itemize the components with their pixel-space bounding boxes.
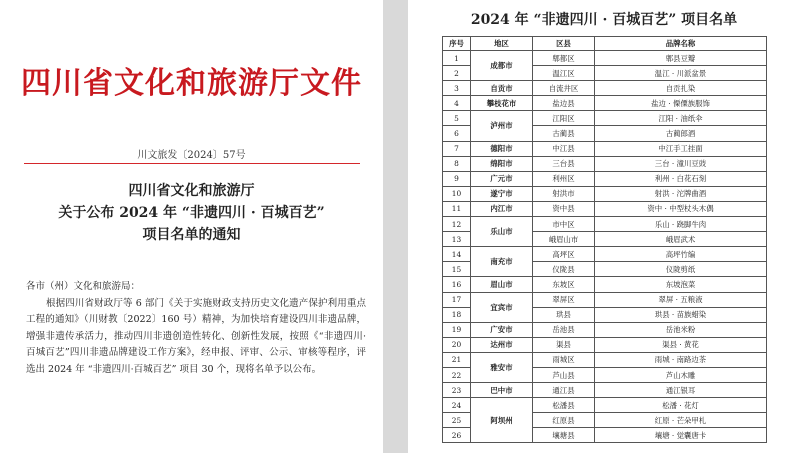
row-county: 资中县 <box>533 201 595 216</box>
row-county: 仪陇县 <box>533 262 595 277</box>
salutation: 各市（州）文化和旅游局： <box>26 281 141 292</box>
row-county: 市中区 <box>533 217 595 232</box>
row-county: 温江区 <box>533 66 595 81</box>
header-brand: 品牌名称 <box>595 37 767 51</box>
row-index: 11 <box>443 201 471 216</box>
document-header: 四川省文化和旅游厅文件 <box>21 66 362 101</box>
row-index: 15 <box>443 262 471 277</box>
row-area: 南充市 <box>471 247 533 277</box>
table-row <box>443 156 767 171</box>
row-county: 峨眉山市 <box>533 232 595 247</box>
row-area: 眉山市 <box>471 277 533 292</box>
row-county: 壤塘县 <box>533 428 595 443</box>
table-row <box>443 96 767 111</box>
row-county: 红原县 <box>533 413 595 428</box>
row-brand: 射洪 · 沱牌曲酒 <box>595 186 767 201</box>
row-index: 5 <box>443 111 471 126</box>
header-county: 区县 <box>533 37 595 51</box>
document-number: 川文旅发〔2024〕57号 <box>137 150 246 161</box>
row-county: 古蔺县 <box>533 126 595 141</box>
table-row <box>443 352 767 367</box>
header-area: 地区 <box>471 37 533 51</box>
table-row <box>443 201 767 216</box>
row-brand: 温江 · 川派盆景 <box>595 66 767 81</box>
row-county: 岳池县 <box>533 322 595 337</box>
row-county: 东坡区 <box>533 277 595 292</box>
row-brand: 峨眉武术 <box>595 232 767 247</box>
row-index: 10 <box>443 186 471 201</box>
row-county: 通江县 <box>533 383 595 398</box>
row-brand: 壤塘 · 觉囊唐卡 <box>595 428 767 443</box>
table-row <box>443 217 767 232</box>
table-title: 2024 年 “非遗四川 · 百城百艺” 项目名单 <box>470 12 738 28</box>
table-row <box>443 111 767 126</box>
row-brand: 中江手工挂面 <box>595 141 767 156</box>
row-county: 自流井区 <box>533 81 595 96</box>
notice-body: 根据四川省财政厅等 6 部门《关于实施财政支持历史文化遗产保护利用重点工程的通知》（川财教〔2022〕160 号）精神，为加快培育建设四川非遗品牌，增强非遗传承活力，推动四川非遗创造性转化、创新性发展，按照《“非遗四川·百城百艺”四川非遗品牌建设工作方案》，经申报、评审、公示、审核等程序，评选出 2024 年 “非遗四川·百城百艺” 项目 30 个，现将名单予以公布。 <box>26 298 366 375</box>
row-county: 芦山县 <box>533 367 595 382</box>
row-county: 松潘县 <box>533 398 595 413</box>
row-brand: 翠屏 · 五粮液 <box>595 292 767 307</box>
row-area: 巴中市 <box>471 383 533 398</box>
row-county: 中江县 <box>533 141 595 156</box>
row-area: 遂宁市 <box>471 186 533 201</box>
row-county: 雨城区 <box>533 352 595 367</box>
row-area: 德阳市 <box>471 141 533 156</box>
header-index: 序号 <box>443 37 471 51</box>
row-index: 26 <box>443 428 471 443</box>
row-index: 25 <box>443 413 471 428</box>
table-row <box>443 247 767 262</box>
row-area: 宜宾市 <box>471 292 533 322</box>
row-index: 17 <box>443 292 471 307</box>
row-index: 23 <box>443 383 471 398</box>
table-body <box>443 51 767 443</box>
row-brand: 芦山木雕 <box>595 367 767 382</box>
table-row <box>443 322 767 337</box>
row-index: 8 <box>443 156 471 171</box>
row-area: 成都市 <box>471 51 533 81</box>
table-header-row <box>443 37 767 51</box>
table-row <box>443 398 767 413</box>
row-brand: 盐边 · 傈僳族服饰 <box>595 96 767 111</box>
row-county: 射洪市 <box>533 186 595 201</box>
table-row <box>443 141 767 156</box>
project-list-page <box>408 0 800 453</box>
row-county: 珙县 <box>533 307 595 322</box>
row-index: 1 <box>443 51 471 66</box>
row-index: 3 <box>443 81 471 96</box>
row-county: 高坪区 <box>533 247 595 262</box>
row-index: 7 <box>443 141 471 156</box>
table-row <box>443 277 767 292</box>
title-line-2: 关于公布 2024 年 “非遗四川 · 百城百艺” <box>58 205 325 221</box>
row-brand: 雨城 · 南路边茶 <box>595 352 767 367</box>
table-row <box>443 186 767 201</box>
row-county: 利州区 <box>533 171 595 186</box>
table-row <box>443 383 767 398</box>
row-county: 三台县 <box>533 156 595 171</box>
row-brand: 利州 · 白花石刻 <box>595 171 767 186</box>
row-index: 4 <box>443 96 471 111</box>
row-index: 24 <box>443 398 471 413</box>
row-county: 翠屏区 <box>533 292 595 307</box>
row-brand: 乐山 · 跷脚牛肉 <box>595 217 767 232</box>
row-index: 21 <box>443 352 471 367</box>
row-county: 盐边县 <box>533 96 595 111</box>
table-row <box>443 81 767 96</box>
row-brand: 东坡泡菜 <box>595 277 767 292</box>
row-index: 18 <box>443 307 471 322</box>
row-brand: 松潘 · 花灯 <box>595 398 767 413</box>
row-county: 郫都区 <box>533 51 595 66</box>
row-area: 攀枝花市 <box>471 96 533 111</box>
row-area: 绵阳市 <box>471 156 533 171</box>
row-county: 渠县 <box>533 337 595 352</box>
row-brand: 自贡扎染 <box>595 81 767 96</box>
row-brand: 渠县 · 黄花 <box>595 337 767 352</box>
row-index: 9 <box>443 171 471 186</box>
title-line-1: 四川省文化和旅游厅 <box>128 183 255 199</box>
row-area: 泸州市 <box>471 111 533 141</box>
notice-page <box>0 0 383 453</box>
row-brand: 红原 · 芒朵甲札 <box>595 413 767 428</box>
row-brand: 古蔺郎酒 <box>595 126 767 141</box>
row-brand: 三台 · 潼川豆豉 <box>595 156 767 171</box>
notice-title <box>0 180 383 246</box>
row-area: 广安市 <box>471 322 533 337</box>
row-index: 20 <box>443 337 471 352</box>
row-area: 乐山市 <box>471 217 533 247</box>
row-index: 14 <box>443 247 471 262</box>
table-row <box>443 51 767 66</box>
row-area: 雅安市 <box>471 352 533 382</box>
row-area: 广元市 <box>471 171 533 186</box>
row-index: 2 <box>443 66 471 81</box>
row-index: 16 <box>443 277 471 292</box>
red-divider-line <box>24 163 360 164</box>
row-index: 13 <box>443 232 471 247</box>
row-brand: 高坪竹编 <box>595 247 767 262</box>
title-line-3: 项目名单的通知 <box>142 227 241 243</box>
row-area: 达州市 <box>471 337 533 352</box>
row-brand: 珙县 · 苗族蜡染 <box>595 307 767 322</box>
row-brand: 郫县豆瓣 <box>595 51 767 66</box>
table-row <box>443 337 767 352</box>
row-brand: 岳池米粉 <box>595 322 767 337</box>
row-index: 6 <box>443 126 471 141</box>
row-area: 内江市 <box>471 201 533 216</box>
row-area: 自贡市 <box>471 81 533 96</box>
row-brand: 江阳 · 油纸伞 <box>595 111 767 126</box>
table-row <box>443 171 767 186</box>
row-area: 阿坝州 <box>471 398 533 443</box>
row-index: 22 <box>443 367 471 382</box>
row-index: 19 <box>443 322 471 337</box>
table-row <box>443 292 767 307</box>
row-brand: 资中 · 中型杖头木偶 <box>595 201 767 216</box>
row-brand: 仪陇剪纸 <box>595 262 767 277</box>
project-table <box>442 36 767 443</box>
row-county: 江阳区 <box>533 111 595 126</box>
row-index: 12 <box>443 217 471 232</box>
row-brand: 通江银耳 <box>595 383 767 398</box>
